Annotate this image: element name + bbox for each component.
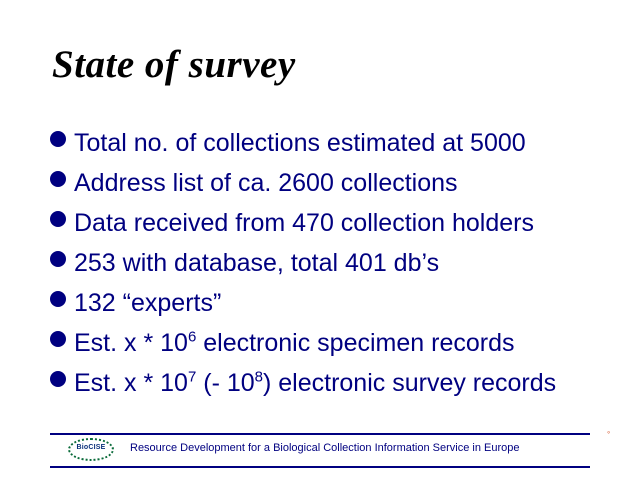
footer-divider-top — [50, 433, 590, 435]
page-marker: ◦ — [607, 427, 611, 437]
list-item — [50, 128, 610, 160]
bullet-text-segment: Est. x * 10 — [74, 329, 188, 357]
exponent: 8 — [254, 368, 263, 386]
list-item — [50, 208, 610, 240]
bullet-text: Address list of ca. 2600 collections — [74, 169, 458, 197]
exponent: 7 — [187, 368, 197, 386]
footer-text: Resource Development for a Biological Collection Information Service in Europe — [130, 442, 520, 454]
bullet-text — [74, 368, 556, 398]
footer-divider-bottom — [50, 466, 590, 468]
logo-label: BioCISE — [76, 444, 106, 451]
list-item — [50, 288, 610, 320]
bullet-dot-icon — [50, 211, 66, 227]
bullet-text-segment: electronic specimen records — [196, 329, 515, 357]
bullet-text-segment: ) electronic survey records — [263, 369, 557, 397]
bullet-dot-icon — [50, 131, 66, 147]
bullet-text-segment: (- 10 — [196, 369, 255, 397]
bullet-dot-icon — [50, 331, 66, 347]
biocise-logo — [68, 438, 116, 463]
bullet-dot-icon — [50, 291, 66, 307]
bullet-text: Total no. of collections estimated at 5000 — [74, 129, 526, 157]
list-item — [50, 248, 610, 280]
bullet-text: 253 with database, total 401 db’s — [74, 249, 440, 277]
bullet-dot-icon — [50, 371, 66, 387]
bullet-dot-icon — [50, 171, 66, 187]
bullet-text-segment: Est. x * 10 — [74, 369, 188, 397]
bullet-text — [74, 328, 515, 358]
page-title: State of survey — [52, 43, 296, 86]
list-item — [50, 368, 610, 400]
bullet-text: Data received from 470 collection holders — [74, 209, 534, 237]
bullet-text: 132 “experts” — [74, 289, 222, 317]
list-item — [50, 168, 610, 200]
bullet-list — [50, 128, 610, 408]
exponent: 6 — [187, 328, 197, 346]
bullet-dot-icon — [50, 251, 66, 267]
list-item — [50, 328, 610, 360]
